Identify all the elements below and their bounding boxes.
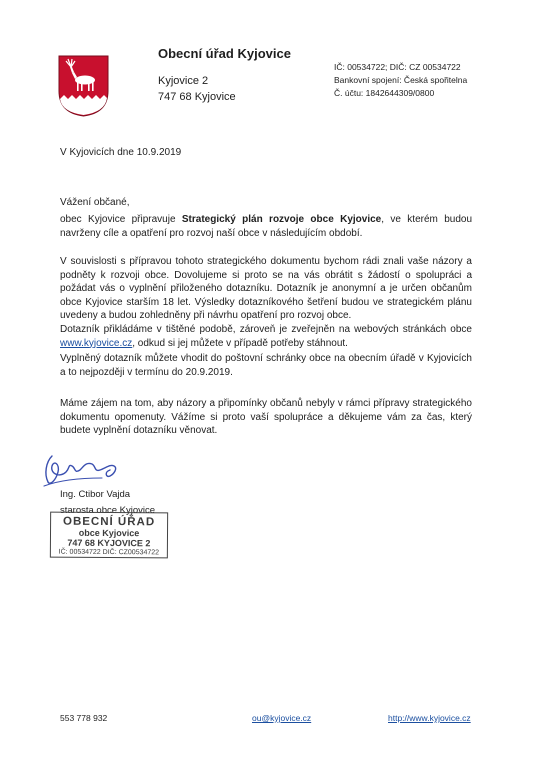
footer-email-link[interactable]: ou@kyjovice.cz bbox=[252, 713, 312, 723]
stamp-line-2: obce Kyjovice bbox=[78, 527, 140, 539]
coat-of-arms-logo bbox=[58, 55, 109, 117]
bank-line: Bankovní spojení: Česká spořitelna bbox=[334, 75, 468, 85]
p1-text-start: obec Kyjovice připravuje bbox=[60, 214, 182, 225]
paragraph-3 bbox=[60, 323, 472, 350]
address-line-1: Kyjovice 2 bbox=[158, 75, 209, 87]
p3-text-start: Dotazník přikládáme v tištěné podobě, zároveň je zveřejněn na webových stránkách obce bbox=[60, 324, 472, 335]
salutation: Vážení občané, bbox=[60, 197, 130, 208]
p2-text: V souvislosti s přípravou tohoto strategického dokumentu bychom rádi znali vaše názory a podněty k rozvoji obce. Dovolujeme si proto se na vás obrátit s žádostí o spolupráci a požádat vás o vyplnění přiloženého dotazníku. Dotazník je anonymní a je určen občanům obce Kyjovice starším 18 let. Výsledky dotazníkového šetření budou ve strategickém plánu uvedeny a budou zohledněny při návrhu opatření pro rozvoj obce. bbox=[60, 256, 472, 321]
address-line-2: 747 68 Kyjovice bbox=[158, 91, 236, 103]
footer-web-link[interactable]: http://www.kyjovice.cz bbox=[388, 713, 471, 723]
paragraph-1 bbox=[60, 213, 472, 240]
office-name: Obecní úřad Kyjovice bbox=[158, 46, 291, 61]
office-identifiers bbox=[334, 61, 467, 100]
letter-date: V Kyjovicích dne 10.9.2019 bbox=[60, 147, 182, 158]
p4-text: Vyplněný dotazník můžete vhodit do poštovní schránky obce na obecním úřadě v Kyjovicích a to nejpozději v termínu do 20.9.2019. bbox=[60, 353, 472, 378]
paragraph-5 bbox=[60, 397, 472, 438]
ids-line: IČ: 00534722; DIČ: CZ 00534722 bbox=[334, 62, 461, 72]
paragraph-4 bbox=[60, 352, 472, 379]
stamp-line-3: 747 68 KYJOVICE 2 bbox=[67, 537, 151, 549]
signatory-title: starosta obce Kyjovice bbox=[60, 505, 156, 516]
p1-text-end: , ve kterém budou navrženy cíle a opatření pro rozvoj naší obce v následujícím období. bbox=[60, 214, 473, 239]
footer-phone: 553 778 932 bbox=[60, 713, 108, 723]
stamp-line-4: IČ: 00534722 DIČ: CZ00534722 bbox=[58, 548, 160, 557]
signatory-name: Ing. Ctibor Vajda bbox=[60, 489, 131, 500]
official-stamp bbox=[50, 512, 168, 559]
p3-text-end: , odkud si jej můžete v případě potřeby stáhnout. bbox=[132, 337, 348, 349]
paragraph-2 bbox=[60, 255, 472, 323]
stamp-line-1: OBECNÍ ÚŘAD bbox=[62, 515, 156, 529]
p1-plan-title: Strategický plán rozvoje obce Kyjovice bbox=[181, 214, 382, 225]
account-line: Č. účtu: 1842644309/0800 bbox=[334, 88, 435, 98]
website-link[interactable]: www.kyjovice.cz bbox=[60, 337, 133, 349]
p5-text: Máme zájem na tom, aby názory a připomínky občanů nebyly v rámci přípravy strategického dokumentu opomenuty. Vážíme si proto vaší spolupráce a děkujeme vám za čas, který budete vyplnění dotazníku věnovat. bbox=[60, 398, 472, 436]
office-address bbox=[158, 73, 236, 105]
